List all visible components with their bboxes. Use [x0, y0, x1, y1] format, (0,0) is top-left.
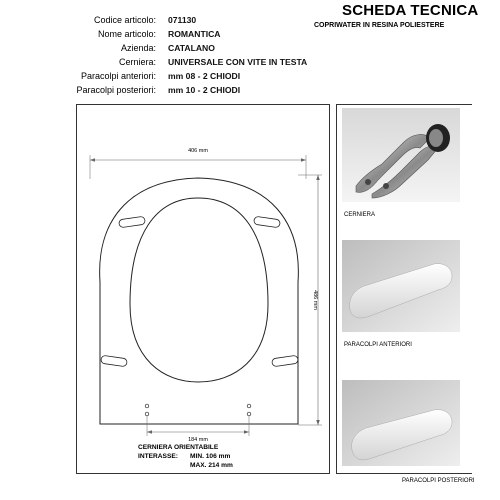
page-title: SCHEDA TECNICA — [342, 2, 479, 19]
front-bumper-photo — [342, 240, 460, 332]
spec-value-company: CATALANO — [168, 43, 215, 53]
spec-label-hinge: Cerniera: — [118, 57, 156, 67]
hinge-photo — [342, 108, 460, 202]
bumper-slot — [101, 355, 128, 367]
bumper-slot — [119, 216, 146, 228]
spec-value-name: ROMANTICA — [168, 29, 221, 39]
hinge-hole — [145, 412, 149, 416]
hinge-hole — [247, 404, 251, 408]
photo-label-hinge: CERNIERA — [344, 212, 376, 218]
spec-value-hinge: UNIVERSALE CON VITE IN TESTA — [168, 57, 308, 67]
spec-value-front-bumpers: mm 08 - 2 CHIODI — [168, 71, 241, 81]
interasse-label: INTERASSE: — [138, 453, 178, 460]
photo-label-front-bumpers: PARACOLPI ANTERIORI — [344, 342, 412, 348]
interasse-min: MIN. 106 mm — [190, 453, 231, 460]
spec-label-name: Nome articolo: — [97, 29, 156, 39]
bumper-slot — [272, 355, 299, 367]
hinge-hole — [145, 404, 149, 408]
spec-label-code: Codice articolo: — [93, 15, 156, 25]
page-subtitle: COPRIWATER IN RESINA POLIESTERE — [314, 22, 445, 29]
seat-drawing — [76, 104, 330, 474]
photo-label-rear-bumpers: PARACOLPI POSTERIORI — [402, 478, 475, 484]
spec-value-code: 071130 — [168, 15, 197, 25]
spec-label-front-bumpers: Paracolpi anteriori: — [80, 71, 156, 81]
hinge-note: CERNIERA ORIENTABILE — [138, 444, 219, 451]
width-dimension-label: 406 mm — [188, 148, 208, 154]
spec-label-company: Azienda: — [120, 43, 156, 53]
bumper-slot — [254, 216, 281, 228]
spec-value-rear-bumpers: mm 10 - 2 CHIODI — [168, 85, 241, 95]
hinge-hole — [247, 412, 251, 416]
interasse-max: MAX. 214 mm — [190, 462, 233, 469]
rear-bumper-photo — [342, 380, 460, 466]
hinge-dimension-label: 184 mm — [188, 437, 208, 443]
seat-outer-outline — [100, 178, 299, 424]
spec-label-rear-bumpers: Paracolpi posteriori: — [76, 85, 156, 95]
height-dimension-label: 486 mm — [312, 290, 318, 310]
seat-inner-outline — [130, 198, 268, 382]
